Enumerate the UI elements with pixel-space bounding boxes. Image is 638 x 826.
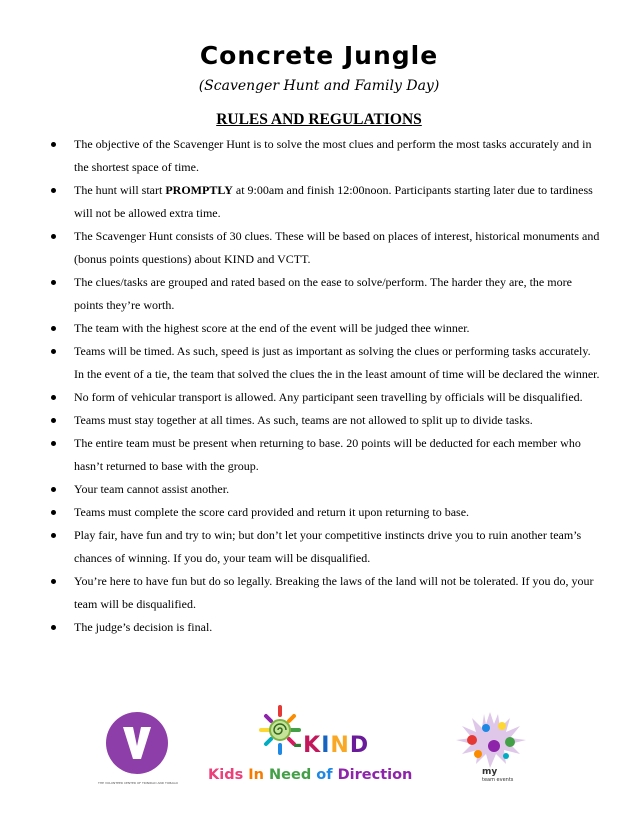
rule-item [40, 271, 600, 317]
rule-item [40, 317, 600, 340]
kind-tagline-word: of [316, 767, 338, 783]
rule-item [40, 570, 600, 616]
rule-item [40, 478, 600, 501]
rule-text: The Scavenger Hunt consists of 30 clues. These will be based on places of interest, historical monuments and (bonus points questions) about KIND and VCTT. [74, 229, 600, 266]
kind-letter: D [349, 733, 370, 758]
v-mark-icon [106, 712, 168, 774]
my-team-line1: my [482, 767, 498, 777]
rule-text: No form of vehicular transport is allowed. Any participant seen travelling by officials will be disqualified. [74, 390, 583, 404]
rule-item [40, 616, 600, 639]
star-burst-icon [448, 710, 534, 770]
rules-list [40, 133, 600, 639]
kind-logo [205, 705, 425, 800]
rule-item [40, 432, 600, 478]
kind-letter: I [321, 733, 331, 758]
rule-text: Play fair, have fun and try to win; but don’t let your competitive instincts drive you to ruin another team’s chances of winning. If you do, your team will be disqualified. [74, 528, 582, 565]
rules-heading: RULES AND REGULATIONS [216, 111, 422, 128]
my-team-line2: team events [482, 777, 514, 783]
kind-tagline-word: Kids [208, 767, 249, 783]
my-team-events-text [482, 768, 513, 783]
rule-text: The hunt will start [74, 183, 166, 197]
kind-letter: K [303, 733, 322, 758]
rule-text: Teams must complete the score card provided and return it upon returning to base. [74, 505, 470, 519]
kind-tagline-word: Need [269, 767, 317, 783]
kind-wordmark [293, 733, 369, 758]
rule-text: The judge’s decision is final. [74, 620, 213, 634]
rule-item [40, 133, 600, 179]
rule-text: The entire team must be present when returning to base. 20 points will be deducted for each member who hasn’t returned to base with the group. [74, 436, 581, 473]
rule-text: Your team cannot assist another. [74, 482, 230, 496]
rule-item [40, 179, 600, 225]
rule-item [40, 501, 600, 524]
kind-letter: - [293, 733, 304, 758]
document-subtitle: (Scavenger Hunt and Family Day) [198, 78, 440, 94]
vctt-caption: THE VOLUNTEER CENTER OF TRINIDAD AND TOBAGO [98, 781, 178, 785]
rule-item [40, 409, 600, 432]
kind-tagline [208, 767, 423, 783]
rule-text: The clues/tasks are grouped and rated based on the ease to solve/perform. The harder they are, the more points they’re worth. [74, 275, 572, 312]
rule-item [40, 340, 600, 386]
rule-emphasis: PROMPTLY [165, 183, 233, 197]
rule-text: The objective of the Scavenger Hunt is to solve the most clues and perform the most tasks accurately and in the shortest space of time. [74, 137, 592, 174]
kind-tagline-word: Direction [337, 767, 413, 783]
document-title: Concrete Jungle [199, 41, 439, 70]
rule-text: The team with the highest score at the end of the event will be judged thee winner. [74, 321, 470, 335]
rule-text: Teams will be timed. As such, speed is just as important as solving the clues or performing tasks accurately. In the event of a tie, the team that solved the clues the in the least amount of time will be declared the winner. [74, 344, 600, 381]
kind-tagline-word: In [248, 767, 270, 783]
rule-text-continued: at 9:00am and finish 12:00noon. Participants starting later due to tardiness will not be allowed extra time. [74, 183, 593, 220]
rule-item [40, 386, 600, 409]
vctt-logo [90, 712, 186, 792]
rule-item [40, 524, 600, 570]
rule-text: Teams must stay together at all times. As such, teams are not allowed to split up to divide tasks. [74, 413, 533, 427]
kind-letter: N [330, 733, 350, 758]
rule-text: You’re here to have fun but do so legally. Breaking the laws of the land will not be tolerated. If you do, your team will be disqualified. [74, 574, 594, 611]
my-team-events-logo [448, 710, 534, 800]
rule-item [40, 225, 600, 271]
